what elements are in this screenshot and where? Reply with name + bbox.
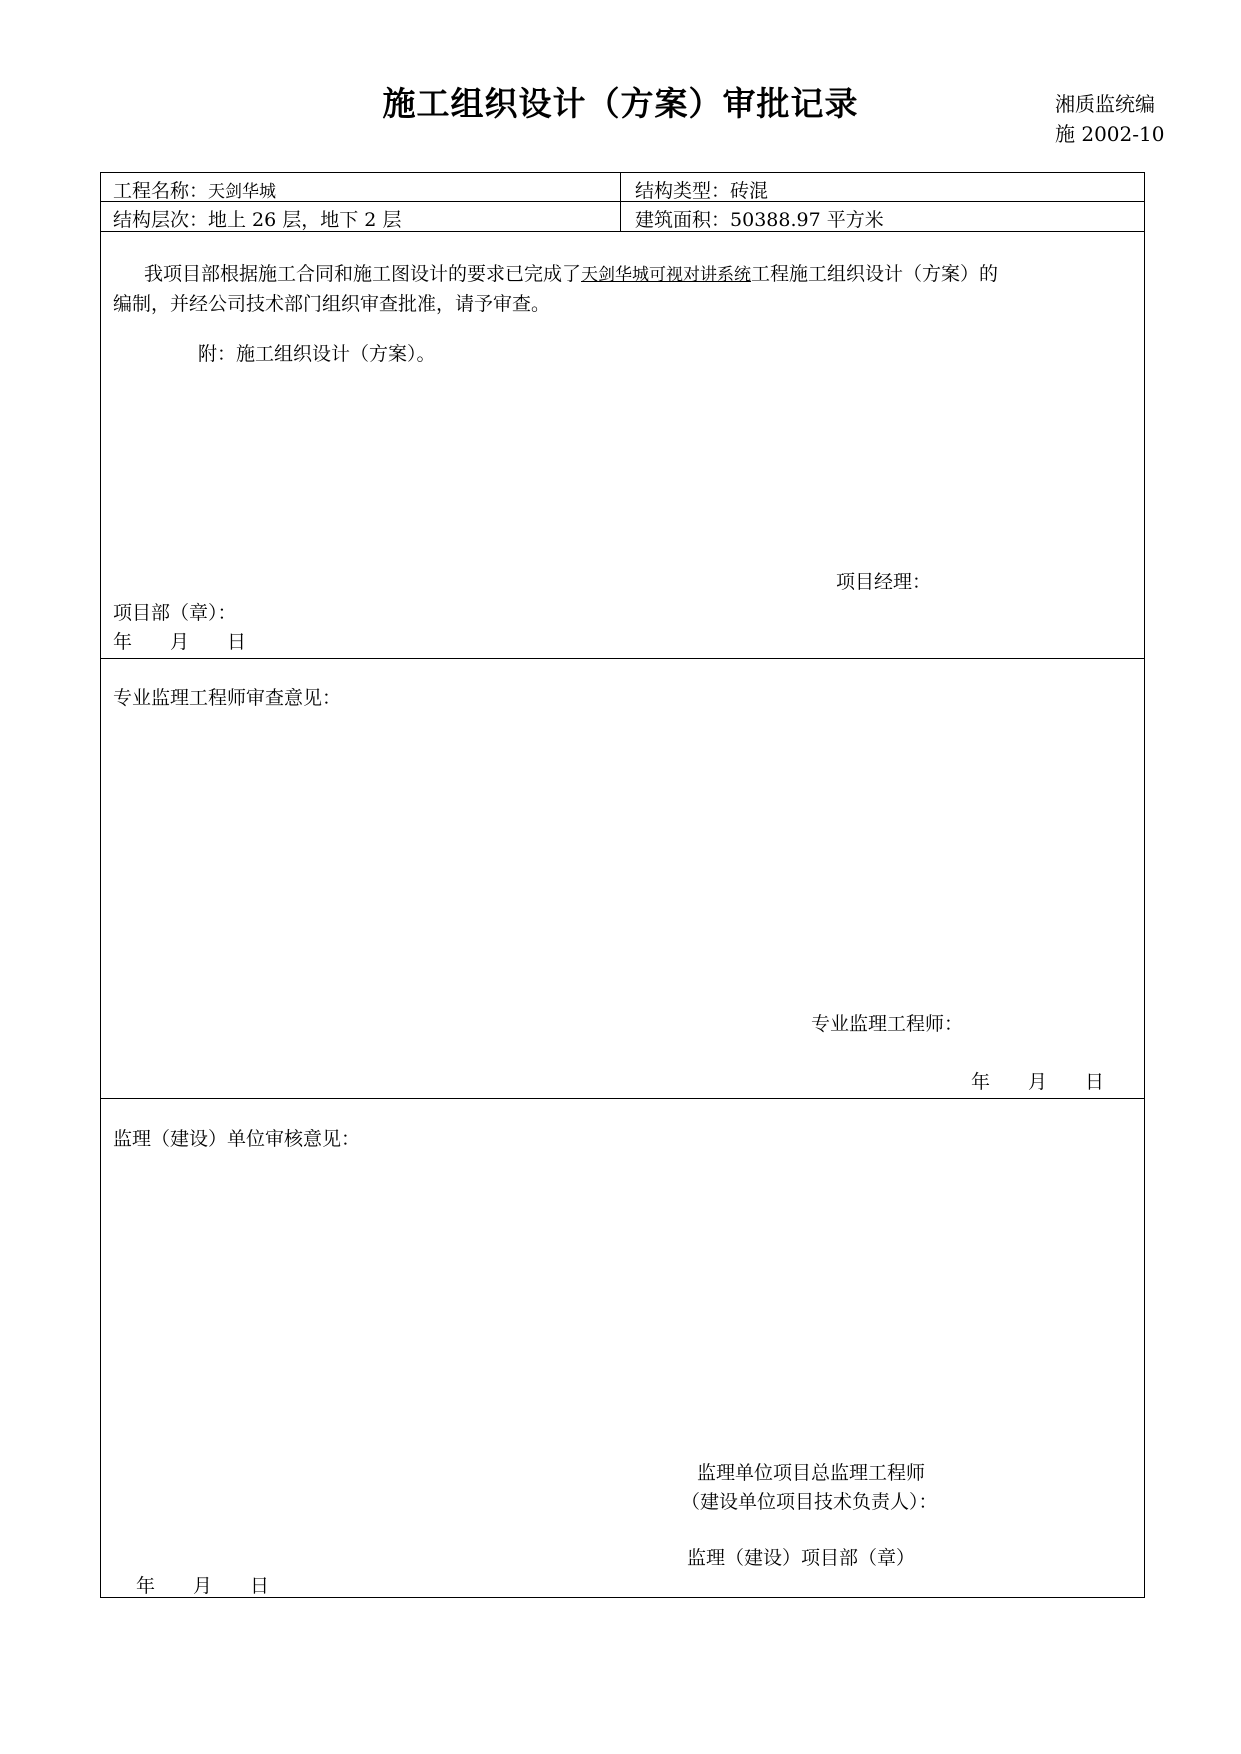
section-divider	[101, 1098, 1144, 1099]
form-code-line2: 施 2002-10	[1055, 122, 1165, 146]
project-manager-label: 项目经理：	[836, 571, 932, 593]
area-field	[635, 205, 884, 232]
supervising-engineer-signature-label: 专业监理工程师：	[811, 1013, 964, 1035]
structure-type-label: 结构类型：	[635, 180, 731, 202]
supervising-engineer-opinion-label: 专业监理工程师审查意见：	[113, 687, 342, 709]
attachment-note: 附：施工组织设计（方案）。	[198, 343, 436, 365]
floors-value: 地上 26 层，地下 2 层	[208, 209, 402, 231]
chief-engineer-label-line1: 监理单位项目总监理工程师	[697, 1462, 926, 1484]
project-name-label: 工程名称：	[113, 180, 209, 202]
project-name-value: 天剑华城	[208, 182, 277, 202]
chief-engineer-label-line2: （建设单位项目技术负责人）：	[681, 1491, 938, 1513]
submission-paragraph-line1	[144, 259, 998, 290]
project-dept-stamp-label: 项目部（章）：	[113, 602, 237, 624]
supervision-dept-stamp-label: 监理（建设）项目部（章）	[687, 1547, 916, 1569]
structure-type-field	[635, 176, 768, 203]
section1-date: 年 月 日	[113, 631, 247, 653]
floors-field	[113, 205, 401, 232]
paragraph-text: 工程施工组织设计（方案）的	[751, 263, 999, 285]
project-name-field	[113, 176, 276, 203]
form-code-line1: 湘质监统编	[1055, 92, 1155, 116]
column-divider	[620, 173, 621, 232]
section3-date: 年 月 日	[136, 1575, 270, 1597]
approval-form-table	[100, 172, 1145, 1598]
floors-label: 结构层次：	[113, 209, 209, 231]
project-underlined-name: 天剑华城可视对讲系统	[581, 265, 752, 285]
page-title: 施工组织设计（方案）审批记录	[382, 84, 859, 123]
submission-paragraph-line2: 编制，并经公司技术部门组织审查批准，请予审查。	[113, 293, 551, 315]
area-label: 建筑面积：	[635, 209, 731, 231]
section-divider	[101, 658, 1144, 659]
area-value: 50388.97 平方米	[730, 209, 884, 231]
structure-type-value: 砖混	[730, 180, 769, 202]
paragraph-text: 我项目部根据施工合同和施工图设计的要求已完成了	[144, 263, 582, 285]
section2-date: 年 月 日	[971, 1071, 1105, 1093]
supervision-unit-opinion-label: 监理（建设）单位审核意见：	[113, 1128, 361, 1150]
